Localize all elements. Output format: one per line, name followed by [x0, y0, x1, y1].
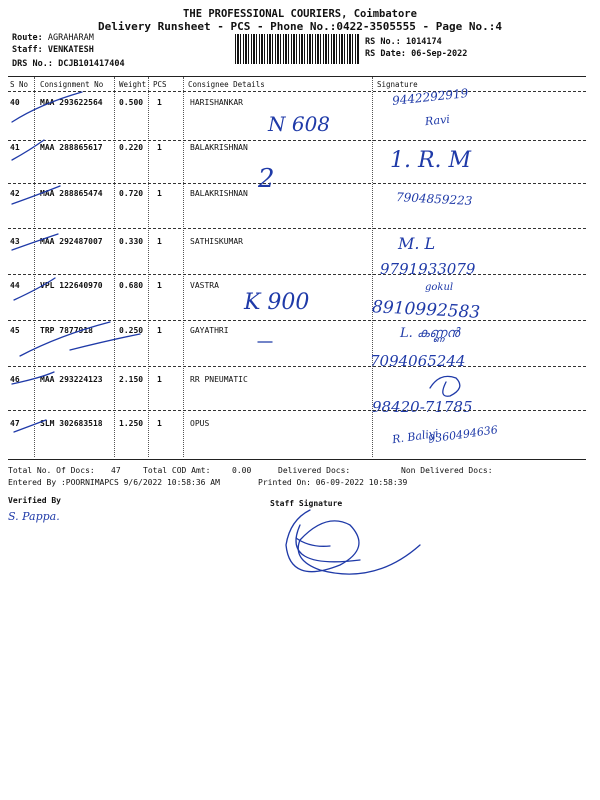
verified-signature: S. Pappa. [8, 510, 60, 523]
signature-phone: 8910992583 [371, 297, 481, 323]
row-weight: 0.250 [119, 326, 144, 335]
row-consignee: HARISHANKAR [190, 98, 243, 107]
total-cod-label: Total COD Amt: [143, 466, 211, 475]
row-pcs: 1 [157, 189, 162, 198]
signature-scribble: L. കണ്ണൻ [400, 326, 460, 341]
row-weight: 0.500 [119, 98, 144, 107]
route-value: AGRAHARAM [47, 33, 94, 43]
col-consignee: Consignee Details [188, 80, 265, 89]
row-sno: 42 [10, 189, 20, 198]
col-consignment: Consignment No [40, 80, 104, 89]
row-consignee: OPUS [190, 419, 210, 428]
col-sno: S No [10, 80, 29, 89]
signature-phone: 98420-71785 [372, 398, 473, 416]
handwritten-note: 2 [258, 164, 275, 194]
row-pcs: 1 [157, 237, 162, 246]
rs-no-label: RS No.: [365, 37, 401, 47]
row-consignee: VASTRA [190, 281, 219, 290]
tick-mark [20, 322, 110, 356]
printed-on: Printed On: 06-09-2022 10:58:39 [258, 478, 408, 487]
row-consignment: MAA 293224123 [40, 375, 103, 384]
row-sno: 46 [10, 375, 20, 384]
verified-by-label: Verified By [8, 496, 61, 505]
row-consignment: MAA 288865474 [40, 189, 103, 198]
row-pcs: 1 [157, 419, 162, 428]
delivered-label: Delivered Docs: [278, 466, 351, 475]
ink-scribble [430, 376, 460, 396]
signature-phone: 7094065244 [370, 352, 466, 370]
tick-mark [12, 372, 54, 384]
row-sno: 40 [10, 98, 20, 107]
signature-scribble: Ravi [424, 112, 451, 129]
total-docs-value: 47 [111, 466, 121, 475]
row-sno: 47 [10, 419, 20, 428]
ink-scribble [286, 510, 420, 574]
row-weight: 2.150 [119, 375, 144, 384]
row-sno: 45 [10, 326, 20, 335]
col-weight: Weight [119, 80, 147, 89]
row-weight: 0.680 [119, 281, 144, 290]
row-sno: 44 [10, 281, 20, 290]
rs-date-value: 06-Sep-2022 [411, 49, 468, 59]
row-sno: 41 [10, 143, 20, 152]
runsheet-subtitle: Delivery Runsheet - PCS - Phone No.:0422-3505555 - Page No.:4 [98, 20, 502, 33]
signature-scribble: R. Baliyi [391, 426, 440, 447]
row-pcs: 1 [157, 143, 162, 152]
drs-label: DRS No.: [12, 59, 53, 69]
staff-signature-label: Staff Signature [270, 499, 343, 508]
total-cod-value: 0.00 [232, 466, 252, 475]
row-pcs: 1 [157, 375, 162, 384]
signature-phone: 9360494636 [427, 423, 499, 446]
tick-mark [12, 92, 82, 122]
row-consignee: BALAKRISHNAN [190, 143, 248, 152]
staff-label: Staff: [12, 45, 43, 55]
row-pcs: 1 [157, 98, 162, 107]
tick-mark [12, 140, 44, 160]
row-consignment: VPL 122640970 [40, 281, 103, 290]
row-weight: 1.250 [119, 419, 144, 428]
row-consignment: MAA 288865617 [40, 143, 103, 152]
col-signature: Signature [377, 80, 418, 89]
row-consignee: BALAKRISHNAN [190, 189, 248, 198]
row-consignee: RR PNEUMATIC [190, 375, 248, 384]
tick-mark [70, 334, 140, 350]
company-title: THE PROFESSIONAL COURIERS, Coimbatore [183, 8, 417, 20]
col-pcs: PCS [153, 80, 167, 89]
rs-date-label: RS Date: [365, 49, 406, 59]
row-sno: 43 [10, 237, 20, 246]
route-label: Route: [12, 33, 43, 43]
row-consignment: MAA 292487007 [40, 237, 103, 246]
row-consignment: SLM 302683518 [40, 419, 103, 428]
rs-no-value: 1014174 [405, 37, 442, 47]
signature-phone: 9791933079 [380, 260, 476, 278]
tick-mark [12, 234, 58, 250]
row-consignment: MAA 293622564 [40, 98, 103, 107]
total-docs-label: Total No. Of Docs: [8, 466, 95, 475]
staff-value: VENKATESH [47, 45, 94, 55]
row-consignee: GAYATHRI [190, 326, 229, 335]
signature-scribble: gokul [425, 282, 454, 293]
drs-value: DCJB101417404 [58, 59, 125, 69]
row-weight: 0.330 [119, 237, 144, 246]
row-consignee: SATHISKUMAR [190, 237, 243, 246]
signature-phone: 9442292919 [391, 86, 469, 108]
row-weight: 0.220 [119, 143, 144, 152]
tick-mark [14, 278, 55, 300]
signature-scribble: M. L [398, 234, 436, 253]
tick-mark [12, 186, 60, 204]
tick-mark [14, 420, 46, 432]
handwritten-note: K 900 [244, 290, 310, 315]
signature-phone: 7904859223 [395, 190, 473, 208]
signature-scribble: 1. R. M [390, 148, 472, 173]
row-weight: 0.720 [119, 189, 144, 198]
entered-by: Entered By :POORNIMAPCS 9/6/2022 10:58:36 AM [8, 478, 220, 487]
handwritten-note: N 608 [268, 112, 331, 136]
non-delivered-label: Non Delivered Docs: [401, 466, 493, 475]
row-pcs: 1 [157, 281, 162, 290]
row-consignment: TRP 7877918 [40, 326, 93, 335]
row-pcs: 1 [157, 326, 162, 335]
